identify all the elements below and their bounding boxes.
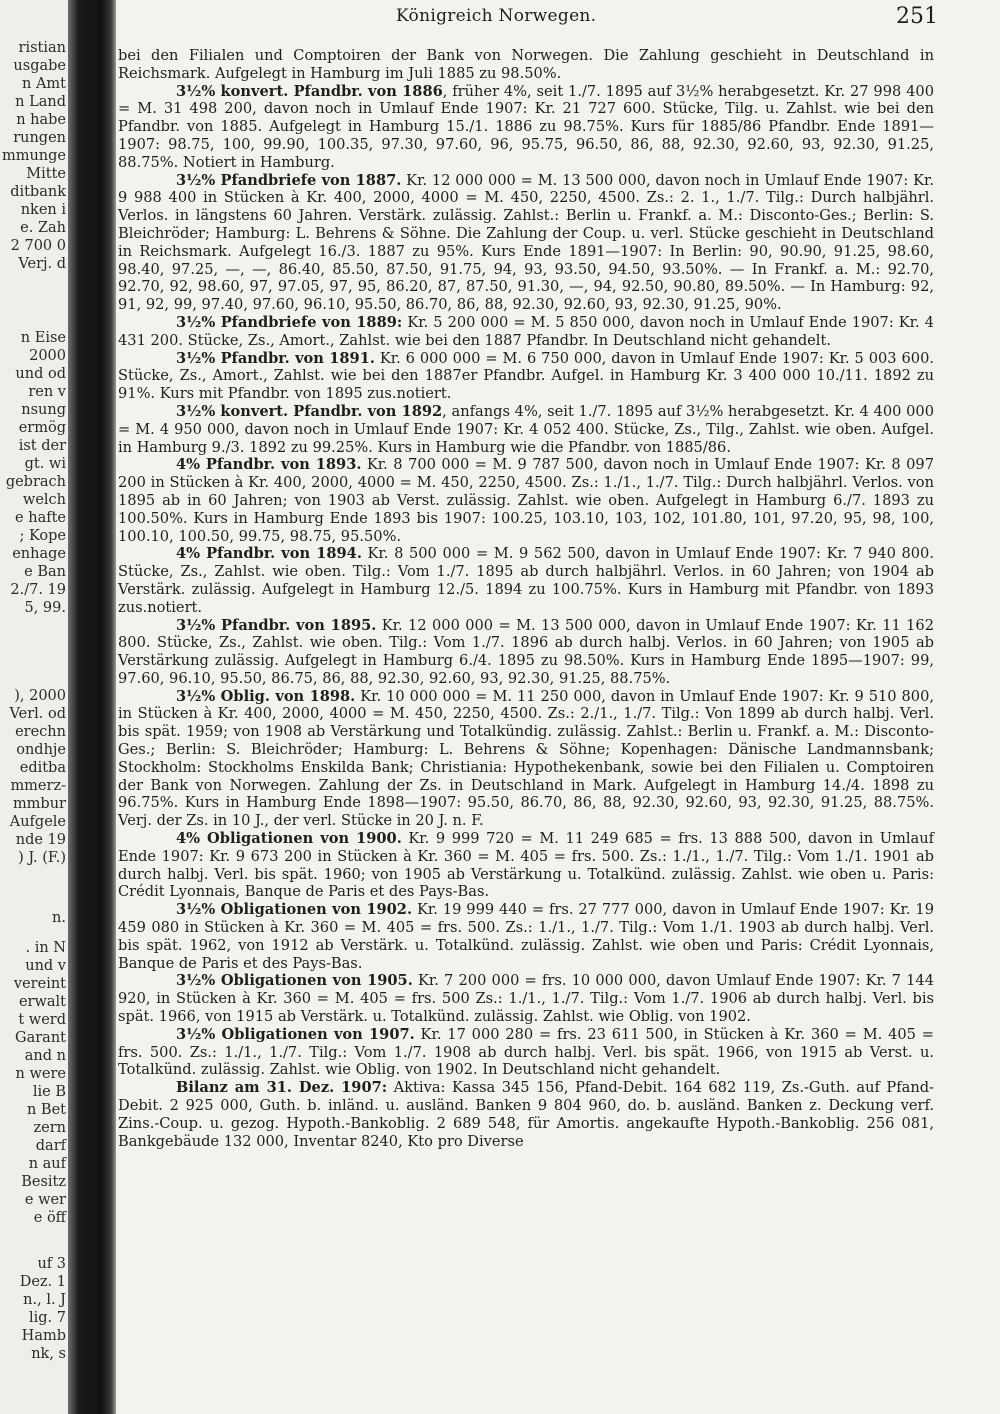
paragraph: 3½% Pfandbriefe von 1887. Kr. 12 000 000 = M. 13 500 000, davon noch in Umlauf Ende 1907: Kr. 9 988 400 in Stücken à Kr. 400, 2000, 4000 = M. 450, 2250, 4500. Zs.: 2. 1., 1./7. Tilg.: Durch halbjährl. Verlos. in längstens 60 Jahren. Verstärk. zulässig. Zahlst.: Berlin u. Frankf. a. M.: Disconto-Ges.; Berlin: S. Bleichröder; Hamburg: L. Behrens & Söhne. Die Zahlung der Coup. u. verl. Stücke geschieht in Deutschland in Reichsmark. Aufgelegt 16./3. 1887 zu 95%. Kurs Ende 1891—1907: In Berlin: 90, 90.90, 91.25, 98.60, 98.40, 97.25, —, —, 86.40, 85.50, 87.50, 91.75, 94, 93, 93.50, 94.50, 93.50%. — In Frankf. a. M.: 92.70, 92.70, 92, 98.60, 97, 97.05, 97, 95, 86.20, 87, 87.50, 91.30, —, 94, 92.50, 90.80, 89.50%. — In Hamburg: 92, 91, 92, 99, 97.40, 97.60, 96.10, 95.50, 86.70, 86, 88, 92.30, 92.60, 93, 92.30, 91.25, 90%.: [118, 171, 934, 314]
margin-fragment: ist der: [18, 438, 66, 454]
margin-fragment: darf: [35, 1138, 66, 1154]
margin-fragment: Besitz: [21, 1174, 66, 1190]
margin-fragment: ), 2000: [14, 688, 66, 704]
margin-fragment: ; Kope: [19, 528, 66, 544]
margin-fragment: Mitte: [26, 166, 66, 182]
page-number: 251: [896, 4, 938, 29]
paragraph-heading: 3½% Pfandbriefe von 1889:: [176, 313, 403, 331]
margin-fragment: ditbank: [10, 184, 66, 200]
margin-fragment: e hafte: [15, 510, 66, 526]
paragraph: 3½% Oblig. von 1898. Kr. 10 000 000 = M. 11 250 000, davon in Umlauf Ende 1907: Kr. 9 510 800, in Stücken à Kr. 400, 2000, 4000 = M. 450, 2250, 4500. Zs.: 2./1., 1./7. Tilg.: Von 1899 ab durch halbj. Verl. bis spät. 1959; von 1908 ab Verstärkung und Totalkündig. zulässig. Zahlst.: Berlin u. Frankf. a. M.: Disconto-Ges.; Berlin: S. Bleichröder; Hamburg: L. Behrens & Söhne; Kopenhagen: Dänische Landmannsbank; Stockholm: Stockholms Enskilda Bank; Christiania: Hypothekenbank, sowie bei den Filialen u. Comptoiren der Bank von Norwegen. Zahlung der Zs. in Deutschland in Mark. Aufgelegt in Hamburg 14./4. 1898 zu 96.75%. Kurs in Hamburg Ende 1898—1907: 95.50, 86.70, 86, 88, 92.30, 92.60, 93, 92.30, 91.25, 88.75%. Verj. der Zs. in 10 J., der verl. Stücke in 20 J. n. F.: [118, 687, 935, 830]
margin-fragment: erechn: [15, 724, 66, 740]
margin-fragment: Verl. od: [9, 706, 66, 722]
previous-page-margin: [0, 0, 68, 1414]
margin-fragment: . in N: [25, 940, 66, 956]
margin-fragment: Dez. 1: [19, 1274, 66, 1290]
paragraph: 3½% konvert. Pfandbr. von 1886, früher 4%, seit 1./7. 1895 auf 3½% herabgesetzt. Kr. 27 998 400 = M. 31 498 200, davon noch in Umlauf Ende 1907: Kr. 21 727 600. Stücke, Tilg. u. Zahlst. wie bei den Pfandbr. von 1885. Aufgelegt in Hamburg 15./1. 1886 zu 98.75%. Kurs für 1885/86 Pfandbr. Ende 1891—1907: 98.75, 100, 99.90, 100.35, 97.30, 97.60, 96, 95.75, 96.50, 86, 88, 92.30, 92.60, 93, 92.30, 91.25, 88.75%. Notiert in Hamburg.: [118, 82, 934, 171]
paragraph-heading: 3½% Obligationen von 1907.: [176, 1025, 415, 1043]
margin-fragment: Aufgele: [9, 814, 66, 830]
paragraph: 4% Pfandbr. von 1893. Kr. 8 700 000 = M. 9 787 500, davon noch in Umlauf Ende 1907: Kr. 8 097 200 in Stücken à Kr. 400, 2000, 4000 = M. 450, 2250, 4500. Zs.: 1./1., 1./7. Tilg.: Durch halbjährl. Verlos. von 1895 ab in 60 Jahren; von 1903 ab Verst. zulässig. Zahlst. wie oben. Aufgelegt in Hamburg 6./7. 1893 zu 100.50%. Kurs in Hamburg Ende 1893 bis 1907: 100.25, 103.10, 103, 102, 101.80, 101, 97.20, 95, 98, 100, 100.10, 100.50, 99.75, 98.75, 95.50%.: [118, 456, 934, 545]
paragraph: 4% Obligationen von 1900. Kr. 9 999 720 = M. 11 249 685 = frs. 13 888 500, davon in Umlauf Ende 1907: Kr. 9 673 200 in Stücken à Kr. 360 = M. 405 = frs. 500. Zs.: 1./1., 1./7. Tilg.: Vom 1./1. 1901 ab durch halbj. Verl. bis spät. 1960; von 1905 ab Verstärkung u. Totalkünd. zulässig. Zahlst. wie oben u. Paris: Crédit Lyonnais, Banque de Paris et des Pays-Bas.: [118, 830, 934, 901]
paragraph-heading: 3½% Pfandbriefe von 1887.: [176, 171, 402, 189]
book-gutter: [68, 0, 116, 1414]
margin-fragment: lie B: [32, 1084, 66, 1100]
paragraph-heading: 4% Obligationen von 1900.: [176, 830, 402, 848]
running-header: Königreich Norwegen.: [396, 6, 597, 26]
margin-fragment: ermög: [18, 420, 66, 436]
margin-fragment: vereint: [13, 976, 66, 992]
margin-fragment: lig. 7: [28, 1310, 66, 1326]
paragraph: 3½% Obligationen von 1907. Kr. 17 000 280 = frs. 23 611 500, in Stücken à Kr. 360 = M. 405 = frs. 500. Zs.: 1./1., 1./7. Tilg.: Vom 1./7. 1908 ab durch halbj. Verl. bis spät. 1966, von 1915 ab Verst. u. Totalkünd. zulässig. Zahlst. wie Oblig. von 1902. In Deutschland nicht gehandelt.: [118, 1025, 934, 1079]
margin-fragment: e öff: [33, 1210, 66, 1226]
margin-fragment: rungen: [13, 130, 66, 146]
paragraph: bei den Filialen und Comptoiren der Bank von Norwegen. Die Zahlung geschieht in Deutschland in Reichsmark. Aufgelegt in Hamburg im Juli 1885 zu 98.50%.: [118, 47, 934, 82]
paragraph: Bilanz am 31. Dez. 1907: Aktiva: Kassa 345 156, Pfand-Debit. 164 682 119, Zs.-Guth. auf Pfand-Debit. 2 925 000, Guth. b. inländ. u. ausländ. Banken 9 804 960, do. b. ausländ. Banken z. Deckung verf. Zins.-Coup. u. gezog. Hypoth.-Bankoblig. 2 689 548, für Amortis. angekaufte Hypoth.-Bankoblig. 256 081, Bankgebäude 132 000, Inventar 8240, Kto pro Diverse: [118, 1079, 934, 1150]
margin-fragment: 2 700 0: [10, 238, 66, 254]
paragraph-heading: Bilanz am 31. Dez. 1907:: [176, 1079, 388, 1097]
paragraph-heading: 3½% Pfandbr. von 1895.: [176, 616, 377, 634]
margin-fragment: usgabe: [13, 58, 66, 74]
margin-fragment: 2000: [29, 348, 66, 364]
paragraph: 3½% Obligationen von 1905. Kr. 7 200 000 = frs. 10 000 000, davon Umlauf Ende 1907: Kr. 7 144 920, in Stücken à Kr. 360 = M. 405 = frs. 500 Zs.: 1./1., 1./7. Tilg.: Vom 1./7. 1906 ab durch halbj. Verl. bis spät. 1966, von 1915 ab Verstärk. u. Totalkünd. zulässig. Zahlst. wie Oblig. von 1902.: [118, 972, 934, 1026]
margin-fragment: und od: [15, 366, 66, 382]
paragraph: 4% Pfandbr. von 1894. Kr. 8 500 000 = M. 9 562 500, davon in Umlauf Ende 1907: Kr. 7 940 800. Stücke, Zs., Zahlst. wie oben. Tilg.: Vom 1./7. 1895 ab durch halbjährl. Verlos. in 60 Jahren; von 1904 ab Verstärk. zulässig. Aufgelegt in Hamburg 12./5. 1894 zu 100.75%. Kurs in Hamburg mit Pfandbr. von 1893 zus.notiert.: [118, 545, 934, 616]
margin-fragment: mmunge: [1, 148, 66, 164]
margin-fragment: 5, 99.: [24, 600, 66, 616]
margin-fragment: e wer: [24, 1192, 66, 1208]
paragraph-heading: 3½% Obligationen von 1902.: [176, 901, 413, 919]
paragraph: 3½% Obligationen von 1902. Kr. 19 999 440 = frs. 27 777 000, davon in Umlauf Ende 1907: Kr. 19 459 080 in Stücken à Kr. 360 = M. 405 = frs. 500. Zs.: 1./1., 1./7. Tilg.: Vom 1./1. 1903 ab durch halbj. Verl. bis spät. 1962, von 1912 ab Verstärk. u. Totalkünd. zulässig. Zahlst. wie oben und Paris: Crédit Lyonnais, Banque de Paris et des Pays-Bas.: [118, 901, 934, 972]
body-text: [118, 47, 934, 1150]
margin-fragment: nsung: [21, 402, 66, 418]
margin-fragment: n Eise: [20, 330, 66, 346]
paragraph-heading: 3½% Pfandbr. von 1891.: [176, 349, 375, 367]
paragraph-heading: 4% Pfandbr. von 1893.: [176, 456, 362, 474]
paragraph: 3½% Pfandbriefe von 1889: Kr. 5 200 000 = M. 5 850 000, davon noch in Umlauf Ende 1907: Kr. 4 431 200. Stücke, Zs., Amort., Zahlst. wie bei den 1887 Pfandbr. In Deutschland nicht gehandelt.: [118, 313, 935, 349]
margin-fragment: und v: [25, 958, 66, 974]
margin-fragment: e. Zah: [20, 220, 66, 236]
margin-fragment: Hamb: [21, 1328, 66, 1344]
margin-fragment: and n: [24, 1048, 66, 1064]
margin-fragment: n Land: [15, 94, 66, 110]
paragraph-heading: 3½% Oblig. von 1898.: [176, 687, 356, 705]
margin-fragment: mmerz-: [10, 778, 66, 794]
paragraph-heading: 3½% konvert. Pfandbr. von 1886: [176, 82, 443, 100]
paragraph-heading: 4% Pfandbr. von 1894.: [176, 545, 362, 563]
margin-fragment: erwalt: [18, 994, 66, 1010]
margin-fragment: ) J. (F.): [18, 850, 66, 866]
margin-fragment: uf 3: [37, 1256, 66, 1272]
margin-fragment: n., l. J: [23, 1292, 66, 1308]
margin-fragment: n habe: [16, 112, 66, 128]
margin-fragment: n Bet: [26, 1102, 66, 1118]
margin-fragment: n Amt: [22, 76, 66, 92]
margin-fragment: welch: [22, 492, 66, 508]
margin-fragment: ondhje: [16, 742, 66, 758]
margin-fragment: 2./7. 19: [10, 582, 66, 598]
margin-fragment: editba: [19, 760, 66, 776]
margin-fragment: t werd: [18, 1012, 66, 1028]
margin-fragment: mmbur: [12, 796, 66, 812]
paragraph: 3½% Pfandbr. von 1895. Kr. 12 000 000 = M. 13 500 000, davon in Umlauf Ende 1907: Kr. 11 162 800. Stücke, Zs., Zahlst. wie oben. Tilg.: Vom 1./7. 1896 ab durch halbj. Verlos. in 60 Jahren; von 1905 ab Verstärkung zulässig. Aufgelegt in Hamburg 6./4. 1895 zu 98.50%. Kurs in Hamburg Ende 1895—1907: 99, 97.60, 96.10, 95.50, 86.75, 86, 88, 92.30, 92.60, 93, 92.30, 91.25, 88.75%.: [118, 616, 934, 687]
paragraph-heading: 3½% Obligationen von 1905.: [176, 972, 413, 990]
margin-fragment: Garant: [15, 1030, 66, 1046]
margin-fragment: Verj. d: [18, 256, 66, 272]
margin-fragment: nde 19: [15, 832, 66, 848]
margin-fragment: n.: [52, 910, 66, 926]
margin-fragment: nk, s: [31, 1346, 66, 1362]
margin-fragment: gt. wi: [24, 456, 66, 472]
margin-fragment: n were: [15, 1066, 66, 1082]
margin-fragment: zern: [33, 1120, 66, 1136]
margin-fragment: nken i: [20, 202, 66, 218]
margin-fragment: ren v: [28, 384, 66, 400]
margin-fragment: ristian: [18, 40, 66, 56]
margin-fragment: gebrach: [5, 474, 66, 490]
margin-fragment: e Ban: [24, 564, 66, 580]
paragraph: 3½% Pfandbr. von 1891. Kr. 6 000 000 = M. 6 750 000, davon in Umlauf Ende 1907: Kr. 5 003 600. Stücke, Zs., Amort., Zahlst. wie bei den 1887er Pfandbr. Aufgel. in Hamburg Kr. 3 400 000 10./11. 1892 zu 91%. Kurs mit Pfandbr. von 1895 zus.notiert.: [118, 349, 934, 403]
margin-fragment: enhage: [12, 546, 66, 562]
margin-fragment: n auf: [28, 1156, 66, 1172]
paragraph: 3½% konvert. Pfandbr. von 1892, anfangs 4%, seit 1./7. 1895 auf 3½% herabgesetzt. Kr. 4 400 000 = M. 4 950 000, davon noch in Umlauf Ende 1907: Kr. 4 052 400. Stücke, Zs., Tilg., Zahlst. wie oben. Aufgel. in Hamburg 9./3. 1892 zu 99.25%. Kurs in Hamburg wie die Pfandbr. von 1885/86.: [118, 402, 934, 456]
paragraph-heading: 3½% konvert. Pfandbr. von 1892: [176, 402, 443, 420]
